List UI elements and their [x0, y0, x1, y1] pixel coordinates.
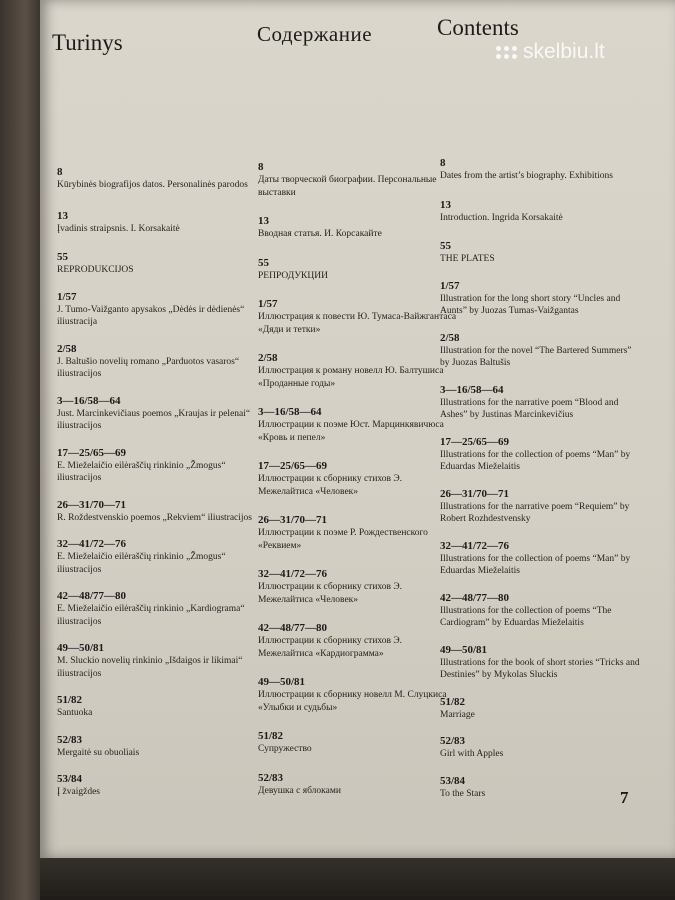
entry-page-range: 26—31/70—71 [258, 514, 328, 526]
contents-entry [57, 590, 257, 628]
entry-page-range: 53/84 [440, 774, 466, 787]
contents-entry [440, 775, 640, 801]
contents-entry [440, 240, 640, 266]
entry-page-range: 49—50/81 [57, 642, 105, 654]
entry-page-range: 1/57 [57, 290, 77, 303]
entry-title: REPRODUKCIJOS [57, 265, 134, 275]
entry-page-range: 52/83 [57, 733, 83, 746]
entry-page-range: 8 [57, 166, 63, 178]
entry-title: Illustrations for the book of short stories “Tricks and Destinies” by Mykolas Sluckis [440, 657, 640, 680]
entry-title: M. Sluckio novelių rinkinio „Išdaigos ir likimai“ iliustracijos [57, 656, 243, 679]
contents-entry [57, 499, 257, 525]
entry-page-range: 52/83 [440, 735, 466, 747]
entry-page-range: 3—16/58—64 [57, 394, 121, 407]
contents-entry [440, 488, 640, 526]
entry-page-range: 55 [440, 240, 451, 252]
contents-entry [57, 538, 257, 576]
entry-page-range: 26—31/70—71 [440, 487, 510, 500]
entry-title: E. Mieželaičio eilėraščių rinkinio „Žmogus“ iliustracijos [57, 552, 226, 575]
entry-page-range: 42—48/77—80 [258, 622, 328, 634]
contents-entry [57, 447, 257, 485]
contents-entry [258, 676, 458, 714]
contents-entry [258, 352, 458, 390]
entry-title: Иллюстрации к сборнику стихов Э. Межелайтиса «Человек» [258, 582, 403, 605]
entry-title: Girl with Apples [440, 749, 504, 759]
contents-column-english [440, 143, 640, 800]
contents-column-russian [258, 147, 458, 797]
entry-title: Девушка с яблоками [258, 785, 341, 796]
entry-page-range: 26—31/70—71 [57, 498, 127, 511]
entry-page-range: 3—16/58—64 [258, 406, 322, 418]
watermark [496, 40, 605, 64]
contents-entry [440, 592, 640, 630]
entry-title: Иллюстрации к сборнику новелл М. Слуцкиса «Улыбки и судьбы» [258, 690, 447, 713]
contents-entry [57, 343, 257, 381]
contents-entry [258, 161, 458, 199]
entry-title: РЕПРОДУКЦИИ [258, 270, 328, 281]
heading-english: Contents [437, 15, 519, 40]
contents-entry [440, 436, 640, 474]
entry-title: Illustrations for the collection of poems “Man” by Eduardas Mieželaitis [440, 553, 631, 576]
entry-title: Dates from the artist’s biography. Exhibitions [440, 171, 613, 181]
entry-page-range: 51/82 [258, 730, 284, 742]
page-number: 7 [620, 788, 629, 807]
contents-entry [57, 291, 257, 329]
entry-title: To the Stars [440, 788, 486, 799]
contents-entry [440, 199, 640, 225]
contents-entry [258, 298, 458, 336]
entry-page-range: 51/82 [440, 695, 466, 708]
entry-title: Иллюстрация к повести Ю. Тумаса-Вайжгантаса «Дяди и тетки» [258, 312, 457, 335]
heading-russian: Содержание [257, 22, 373, 46]
entry-title: Вводная статья. И. Корсакайте [258, 229, 382, 239]
entry-title: Illustrations for the collection of poems “The Cardiogram” by Eduardas Mieželaitis [440, 605, 612, 628]
entry-page-range: 8 [258, 161, 264, 173]
contents-entry [57, 210, 257, 236]
entry-title: Santuoka [57, 708, 93, 718]
entry-title: Иллюстрации к сборнику стихов Э. Межелайтиса «Кардиограмма» [258, 636, 403, 659]
contents-entry [258, 215, 458, 241]
contents-entry [258, 772, 458, 798]
entry-title: THE PLATES [440, 254, 495, 264]
contents-entry [57, 395, 257, 433]
entry-page-range: 51/82 [57, 694, 83, 706]
contents-entry [440, 157, 640, 183]
entry-page-range: 2/58 [440, 331, 460, 344]
watermark-text: skelbiu.lt [523, 40, 605, 63]
contents-entry [258, 568, 458, 606]
entry-page-range: 49—50/81 [440, 643, 488, 656]
watermark-dots-icon [496, 46, 517, 59]
contents-entry [258, 514, 458, 552]
entry-page-range: 1/57 [440, 279, 460, 292]
entry-page-range: 42—48/77—80 [57, 590, 127, 602]
contents-entry [258, 257, 458, 283]
entry-page-range: 32—41/72—76 [258, 568, 328, 580]
contents-entry [440, 644, 640, 682]
contents-entry [440, 735, 640, 761]
contents-entry [258, 622, 458, 660]
contents-entry [57, 694, 257, 720]
entry-page-range: 52/83 [258, 771, 284, 784]
entry-title: Illustrations for the collection of poems “Man” by Eduardas Mieželaitis [440, 449, 631, 472]
entry-title: Иллюстрации к сборнику стихов Э. Межелайтиса «Человек» [258, 474, 403, 497]
entry-page-range: 32—41/72—76 [57, 538, 127, 550]
entry-page-range: 17—25/65—69 [57, 446, 127, 459]
entry-title: E. Mieželaičio eilėraščių rinkinio „Žmogus“ iliustracijos [57, 460, 226, 483]
entry-page-range: 17—25/65—69 [440, 435, 510, 448]
entry-title: Mergaitė su obuoliais [57, 747, 140, 758]
entry-title: Illustration for the long short story “Uncles and Aunts” by Juozas Tumas-Vaižgantas [440, 293, 621, 316]
contents-entry [440, 384, 640, 422]
entry-title: Illustrations for the narrative poem “Requiem” by Robert Rozhdestvensky [440, 501, 630, 524]
entry-page-range: 13 [440, 198, 451, 211]
contents-entry [258, 460, 458, 498]
contents-entry [57, 251, 257, 277]
contents-entry [57, 166, 257, 192]
contents-entry [440, 280, 640, 318]
entry-title: Just. Marcinkevičiaus poemos „Kraujas ir pelenai“ iliustracijos [57, 408, 251, 431]
entry-title: J. Baltušio novelių romano „Parduotos vasaros“ iliustracijos [57, 356, 240, 379]
entry-page-range: 1/57 [258, 298, 278, 310]
entry-title: Иллюстрация к роману новелл Ю. Балтушиса «Проданные годы» [258, 366, 444, 389]
entry-title: Įvadinis straipsnis. I. Korsakaitė [57, 223, 180, 234]
entry-page-range: 55 [57, 251, 68, 263]
entry-title: Į žvaigždes [57, 787, 100, 797]
entry-page-range: 2/58 [57, 342, 77, 355]
contents-entry [258, 406, 458, 444]
entry-page-range: 13 [258, 215, 269, 227]
entry-title: Marriage [440, 709, 475, 720]
entry-page-range: 49—50/81 [258, 676, 306, 688]
entry-page-range: 2/58 [258, 352, 278, 364]
entry-page-range: 53/84 [57, 773, 83, 785]
entry-page-range: 8 [440, 157, 446, 169]
entry-title: J. Tumo-Vaižganto apysakos „Dėdės ir dėdienės“ iliustracija [57, 304, 245, 327]
entry-page-range: 55 [258, 256, 269, 269]
entry-page-range: 32—41/72—76 [440, 539, 510, 552]
contents-column-lithuanian [57, 152, 257, 799]
contents-entry [258, 730, 458, 756]
contents-entry [57, 773, 257, 799]
entry-page-range: 13 [57, 209, 68, 222]
entry-title: Illustrations for the narrative poem “Blood and Ashes” by Justinas Marcinkevičius [440, 397, 619, 420]
entry-title: Illustration for the novel “The Bartered Summers” by Juozas Baltušis [440, 345, 632, 368]
entry-page-range: 17—25/65—69 [258, 460, 328, 472]
heading-lithuanian: Turinys [52, 30, 123, 55]
entry-title: R. Roždestvenskio poemos „Rekviem“ iliustracijos [57, 512, 252, 523]
entry-title: E. Mieželaičio eilėraščių rinkinio „Kardiograma“ iliustracijos [57, 604, 245, 627]
entry-page-range: 3—16/58—64 [440, 383, 504, 396]
entry-title: Иллюстрации к поэме Юст. Марцинкявичюса «Кровь и пепел» [258, 420, 444, 443]
contents-entry [440, 332, 640, 370]
entry-page-range: 42—48/77—80 [440, 591, 510, 604]
entry-title: Kūrybinės biografijos datos. Personalinės parodos [57, 180, 248, 190]
entry-title: Introduction. Ingrida Korsakaitė [440, 212, 563, 223]
contents-entry [57, 734, 257, 760]
contents-entry [57, 642, 257, 680]
contents-entry [440, 696, 640, 722]
entry-title: Иллюстрации к поэме Р. Рождественского «Реквием» [258, 528, 428, 551]
contents-entry [440, 540, 640, 578]
entry-title: Супружество [258, 744, 312, 754]
table-surface [40, 858, 675, 900]
entry-title: Даты творческой биографии. Персональные выставки [258, 175, 437, 198]
